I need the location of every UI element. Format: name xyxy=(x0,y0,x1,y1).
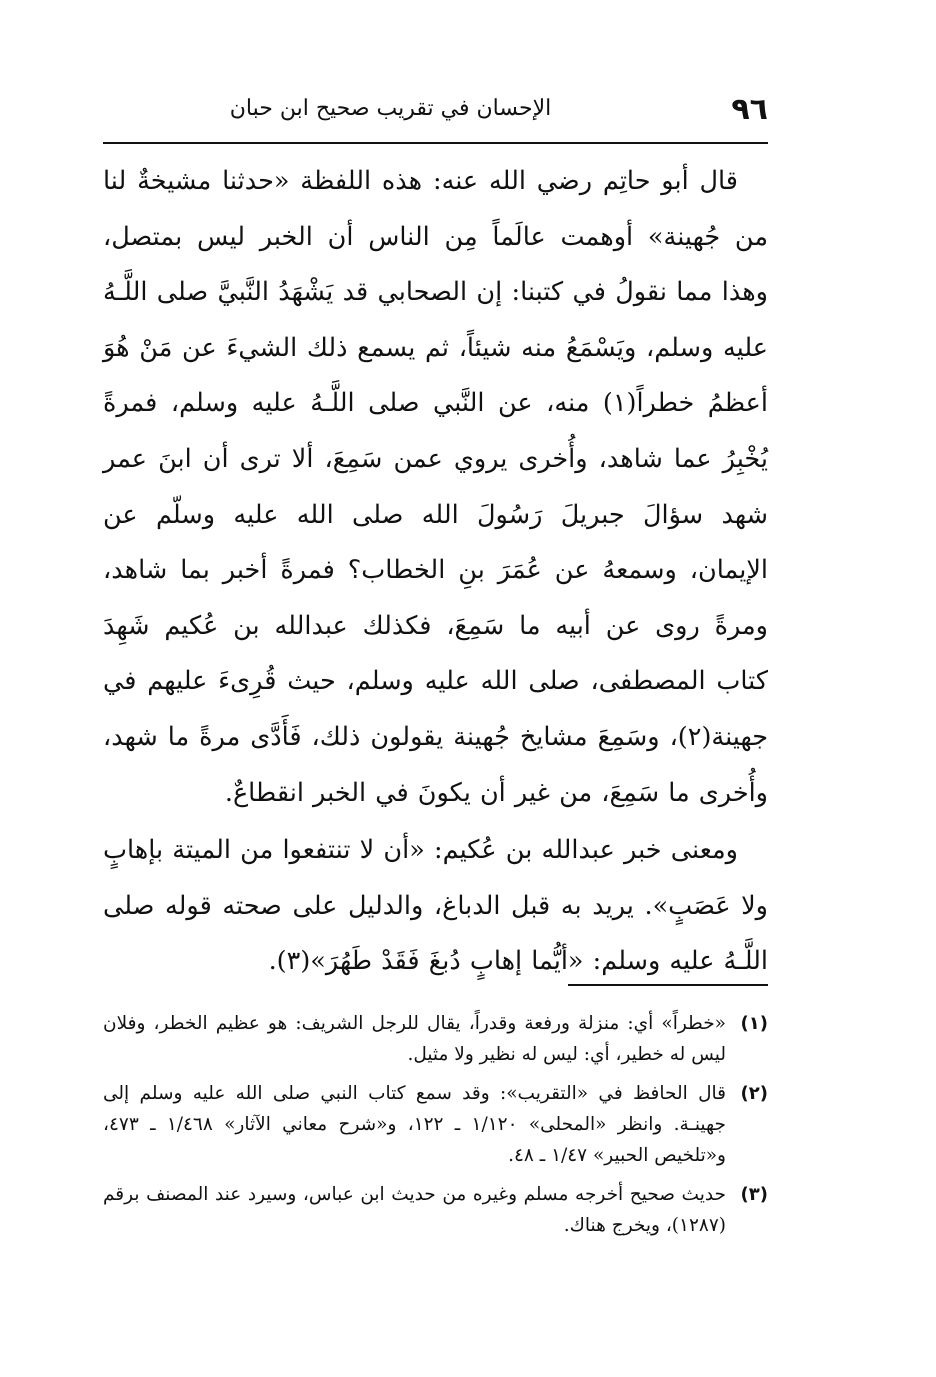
footnote-number: (١) xyxy=(740,1013,768,1034)
footnote-number: (٣) xyxy=(740,1184,768,1205)
footnote-text: حديث صحيح أخرجه مسلم وغيره من حديث ابن عباس، وسيرد عند المصنف برقم (١٢٨٧)، ويخرج هناك. xyxy=(103,1184,726,1236)
footnotes xyxy=(103,1008,768,1249)
footnote-divider xyxy=(568,984,768,986)
footnote-number: (٢) xyxy=(740,1083,768,1104)
footnote-text: قال الحافظ في «التقريب»: وقد سمع كتاب النبي صلى الله عليه وسلم إلى جهينـة. وانظر «المحلى» ١/١٢٠ ـ ١٢٢، و«شرح معاني الآثار» ١/٤٦٨ ـ ٤٧٣، و«تلخيص الحبير» ١/٤٧ ـ ٤٨. xyxy=(103,1083,726,1166)
body-paragraph: قال أبو حاتِم رضي الله عنه: هذه اللفظة «حدثنا مشيخةٌ لنا من جُهينة» أوهمت عالَماً مِن الناس أن الخبر ليس بمتصل، وهذا مما نقولُ في كتبنا: إن الصحابي قد يَشْهَدُ النَّبيَّ صلى اللَّـهُ عليه وسلم، ويَسْمَعُ منه شيئاً، ثم يسمع ذلك الشيءَ عن مَنْ هُوَ أعظمُ خطراً(١) منه، عن النَّبي صلى اللَّـهُ عليه وسلم، فمرةً يُخْبِرُ عما شاهد، وأُخرى يروي عمن سَمِعَ، ألا ترى أن ابنَ عمر شهد سؤالَ جبريلَ رَسُولَ الله صلى الله عليه وسلّم عن الإيمان، وسمعهُ عن عُمَرَ بنِ الخطاب؟ فمرةً أخبر بما شاهد، ومرةً روى عن أبيه ما سَمِعَ، فكذلك عبدالله بن عُكيم شَهِدَ كتاب المصطفى، صلى الله عليه وسلم، حيث قُرِىءَ عليهم في جهينة(٢)، وسَمِعَ مشايخ جُهينة يقولون ذلك، فَأَدَّى مرةً ما شهد، وأُخرى ما سَمِعَ، من غير أن يكونَ في الخبر انقطاعٌ. xyxy=(103,166,768,808)
footnote-item xyxy=(103,1179,768,1241)
running-title: الإحسان في تقريب صحيح ابن حبان xyxy=(229,96,552,121)
page-header xyxy=(103,82,768,144)
footnote-item xyxy=(103,1008,768,1070)
main-text xyxy=(103,154,768,990)
page-number: ٩٦ xyxy=(731,92,768,127)
footnote-text: «خطراً» أي: منزلة ورفعة وقدراً، يقال للرجل الشريف: هو عظيم الخطر، وفلان ليس له خطير، أي: ليس له نظير ولا مثيل. xyxy=(103,1013,726,1065)
footnote-item xyxy=(103,1078,768,1171)
body-paragraph: ومعنى خبر عبدالله بن عُكيم: «أن لا تنتفعوا من الميتة بإهابٍ ولا عَصَبٍ». يريد به قبل الدباغ، والدليل على صحته قوله صلى اللَّـهُ عليه وسلم: «أيُّما إهابٍ دُبغَ فَقَدْ طَهُرَ»(٣). xyxy=(103,835,768,977)
